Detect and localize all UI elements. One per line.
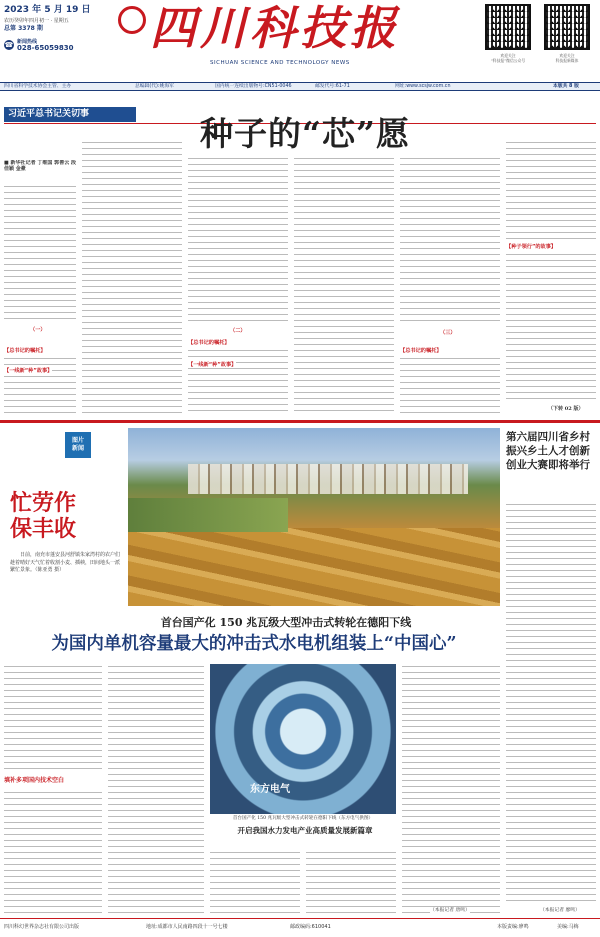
feature-col-3: [188, 156, 288, 326]
info-website: 网址:www.scsjw.com.cn: [395, 84, 451, 89]
story-col-4: [306, 850, 396, 914]
farm-green-field: [128, 498, 288, 532]
farm-field: [128, 528, 500, 606]
divider: [0, 420, 600, 423]
info-cn: 国内统一连续出版物号:CN51-0046: [215, 84, 292, 89]
photo-badge-top: 图片: [71, 437, 84, 444]
story-headline: 为国内单机容量最大的冲击式水电机组装上“中国心”: [51, 634, 457, 654]
feature-byline: ■ 新华社记者 丁维国 郭善云 段佳颖 金豪: [4, 160, 76, 173]
info-pages: 本版共 8 版: [553, 84, 579, 89]
issue-date: 2023 年 5 月 19 日: [4, 5, 91, 15]
story-source: （本报记者 唐鸣）: [430, 908, 470, 913]
feature-tag-4: 【一线新“种”故事】: [188, 362, 237, 368]
newspaper-title: 四川科技报: [150, 1, 400, 55]
story-col-2: [108, 664, 204, 914]
section-heading-1: （一）: [30, 327, 46, 333]
hotline-number: 028-65059830: [17, 44, 74, 52]
footer-editor: 本版责编:廖鸣: [497, 924, 529, 930]
turbine-photo: [210, 664, 396, 814]
section-heading-2: （二）: [230, 328, 246, 334]
story-kicker: 首台国产化 150 兆瓦级大型冲击式转轮在德阳下线: [160, 616, 412, 629]
section-heading-3: （三）: [440, 330, 456, 336]
lunar-date: 农历癸卯年四月初一 · 星期五: [4, 18, 69, 24]
story-col-3: [210, 850, 300, 914]
feature-col-1b: [4, 356, 76, 416]
qr-caption-media: 欢迎关注 科技报新媒体: [555, 53, 579, 63]
footer-publisher: 四川科幻世界杂志社有限公司出版: [4, 924, 80, 930]
turbine-badge: 东方电气: [250, 784, 290, 795]
feature-col-5b: [400, 356, 500, 416]
feature-col-4: [294, 156, 394, 416]
info-bar: [0, 82, 600, 91]
feature-col-3b: [188, 348, 288, 416]
feature-tag-6: 【种子领行”的故事】: [506, 244, 557, 250]
story-col-1: [4, 664, 102, 774]
sidebar-text: [506, 502, 596, 906]
feature-col-6: [506, 140, 596, 240]
story-subhead: 填补多项国内技术空白: [4, 777, 65, 784]
info-editor: 总编辑(代):姚海军: [135, 84, 174, 89]
feature-col-1a: [4, 184, 76, 324]
issue-number: 总第 3378 期: [4, 25, 43, 32]
masthead: [0, 0, 600, 82]
farm-village: [188, 464, 468, 494]
feature-headline: 种子的“芯”愿: [200, 114, 410, 153]
hotline-label: 新闻热线: [17, 39, 38, 45]
photo-caption-text: 日前，南充市蓬安县河舒镇朱家湾村的农户们趁着晴好天气忙着收割小麦、插秧，田间地头一派繁忙景象。: [10, 552, 121, 573]
logo-emblem: [118, 6, 146, 34]
story-bottom-head: 开启我国水力发电产业高质量发展新篇章: [237, 826, 373, 835]
feature-col-2: [82, 140, 182, 417]
info-postal: 邮发代号:61-71: [315, 84, 350, 89]
photo-news-badge: [65, 432, 91, 458]
divider: [0, 918, 600, 919]
column-tag: 习近平总书记关切事: [4, 107, 136, 122]
turbine-caption: 首台国产化 150 兆瓦级大型冲击式转轮在德阳下线（东方电气供图）: [232, 816, 374, 821]
phone-icon: ☎: [4, 41, 14, 49]
qr-code-media: [544, 4, 590, 50]
info-sponsor: 四川省科学技术协会主管、主办: [4, 84, 72, 89]
newspaper-title-en: SICHUAN SCIENCE AND TECHNOLOGY NEWS: [210, 60, 350, 66]
photo-title: 忙劳作 保丰收: [10, 490, 77, 542]
photo-badge-bottom: 新闻: [71, 445, 84, 452]
farm-photo: [128, 428, 500, 606]
qr-code-wechat: [485, 4, 531, 50]
sidebar-source: （本报记者 廖鸣）: [540, 908, 580, 913]
qr-caption-wechat: 欢迎关注 “科技报”微信公众号: [490, 53, 526, 63]
footer: [0, 920, 600, 934]
feature-col-6b: [506, 252, 596, 402]
story-col-5: [402, 664, 500, 914]
sidebar-headline: 第六届四川省乡村振兴乡土人才创新创业大赛即将举行: [506, 431, 590, 471]
feature-tag-2: 【一线新“种”故事】: [4, 368, 53, 374]
photo-credit: （陈亚勇 摄）: [35, 567, 65, 573]
feature-tag-3: 【总书记的嘱托】: [188, 340, 230, 346]
byline-text: 新华社记者 丁维国 郭善云 段佳颖 金豪: [4, 160, 76, 173]
feature-tag-5: 【总书记的嘱托】: [400, 348, 442, 354]
feature-tag-1: 【总书记的嘱托】: [4, 348, 46, 354]
continued-note: （下转 02 版）: [548, 406, 584, 412]
photo-caption: [10, 552, 120, 575]
footer-designer: 美编:马梅: [557, 924, 579, 930]
footer-address: 地址:成都市人民南路四段十一号七楼: [146, 924, 228, 930]
feature-col-5: [400, 156, 500, 326]
story-col-1b: [4, 790, 102, 914]
footer-postcode: 邮政编码:610041: [290, 924, 331, 930]
